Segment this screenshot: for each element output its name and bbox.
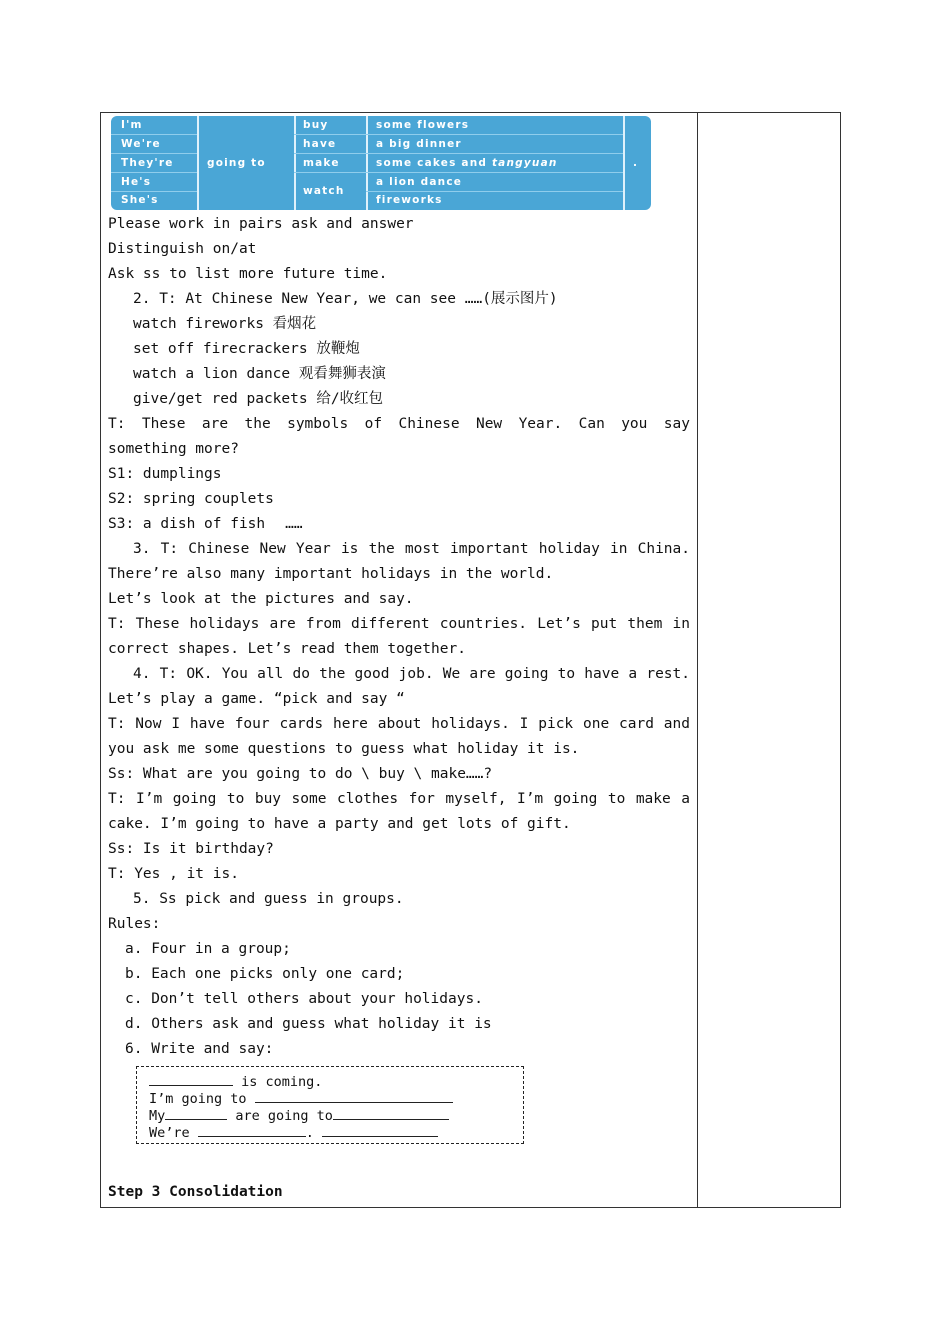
subject-cell: We're	[121, 138, 161, 150]
section-heading: Step 3 Consolidation	[108, 1184, 283, 1200]
object-cell: some flowers	[376, 119, 470, 131]
object-cell: a big dinner	[376, 138, 462, 150]
substitution-table-image	[111, 116, 651, 210]
aux-cell: going to	[207, 157, 266, 169]
text-line: Rules:	[108, 916, 161, 932]
table-row-line	[294, 172, 623, 173]
text-line: 5. Ss pick and guess in groups.	[133, 891, 404, 907]
text-paragraph: 3. T: Chinese New Year is the most important holiday in China. There’re also many important holidays in the world.	[108, 541, 690, 582]
rule-item: d. Others ask and guess what holiday it is	[125, 1016, 492, 1032]
subject-cell: I'm	[121, 119, 143, 131]
writebox-line: My are going to	[149, 1107, 449, 1124]
write-and-say-box	[136, 1066, 524, 1144]
text-line: S1: dumplings	[108, 466, 222, 482]
table-row-line	[111, 134, 197, 135]
verb-cell: buy	[303, 119, 329, 131]
text-line: Ask ss to list more future time.	[108, 266, 388, 282]
text-paragraph: T: I’m going to buy some clothes for myself, I’m going to make a cake. I’m going to have a party and get lots of gift.	[108, 791, 690, 832]
table-row-line	[111, 153, 197, 154]
subject-cell: He's	[121, 176, 152, 188]
table-row-line	[294, 134, 623, 135]
object-cell: a lion dance	[376, 176, 463, 188]
text-paragraph: T: Now I have four cards here about holidays. I pick one card and you ask me some questions to guess what holiday it is.	[108, 716, 690, 757]
text-line: 6. Write and say:	[125, 1041, 274, 1057]
rule-item: a. Four in a group;	[125, 941, 291, 957]
text-line: give/get red packets 给/收红包	[133, 391, 384, 407]
writebox-line: I’m going to	[149, 1090, 453, 1107]
writebox-line: is coming.	[149, 1073, 322, 1090]
writebox-line: We’re .	[149, 1124, 438, 1141]
end-mark: .	[633, 157, 639, 169]
text-line: watch a lion dance 观看舞狮表演	[133, 366, 386, 382]
blank-line	[255, 1090, 453, 1103]
blank-line	[165, 1107, 227, 1120]
text-line: Ss: What are you going to do \ buy \ make……?	[108, 766, 493, 782]
rule-item: c. Don’t tell others about your holidays.	[125, 991, 483, 1007]
rule-item: b. Each one picks only one card;	[125, 966, 405, 982]
blank-line	[333, 1107, 449, 1120]
text-line: Let’s look at the pictures and say.	[108, 591, 414, 607]
table-row-line	[111, 191, 197, 192]
verb-cell: make	[303, 157, 340, 169]
table-divider	[623, 116, 625, 210]
text-line: S2: spring couplets	[108, 491, 274, 507]
text-line: 2. T: At Chinese New Year, we can see ……(展示图片)	[133, 291, 558, 307]
verb-cell: watch	[303, 185, 345, 197]
text-paragraph: 4. T: OK. You all do the good job. We are going to have a rest. Let’s play a game. “pick and say “	[108, 666, 690, 707]
table-row-line	[111, 172, 197, 173]
table-divider	[366, 116, 368, 210]
text-paragraph: T: These holidays are from different countries. Let’s put them in correct shapes. Let’s read them together.	[108, 616, 690, 657]
text-paragraph: T: These are the symbols of Chinese New Year. Can you say something more?	[108, 416, 690, 457]
table-divider	[294, 116, 296, 210]
text-line: Please work in pairs ask and answer	[108, 216, 414, 232]
text-line: T: Yes , it is.	[108, 866, 239, 882]
lesson-body	[108, 212, 690, 1062]
table-row-line	[294, 153, 623, 154]
text-line: Ss: Is it birthday?	[108, 841, 274, 857]
verb-cell: have	[303, 138, 337, 150]
column-divider	[697, 112, 698, 1208]
table-row-line	[366, 191, 623, 192]
subject-cell: She's	[121, 194, 159, 206]
object-cell: fireworks	[376, 194, 443, 206]
text-line: watch fireworks 看烟花	[133, 316, 317, 332]
blank-line	[149, 1073, 233, 1086]
blank-line	[322, 1124, 438, 1137]
text-line: S3: a dish of fish ……	[108, 516, 303, 532]
text-line: set off firecrackers 放鞭炮	[133, 341, 360, 357]
object-cell: some cakes and tangyuan	[376, 157, 558, 169]
text-line: Distinguish on/at	[108, 241, 257, 257]
table-divider	[197, 116, 199, 210]
subject-cell: They're	[121, 157, 174, 169]
blank-line	[198, 1124, 306, 1137]
